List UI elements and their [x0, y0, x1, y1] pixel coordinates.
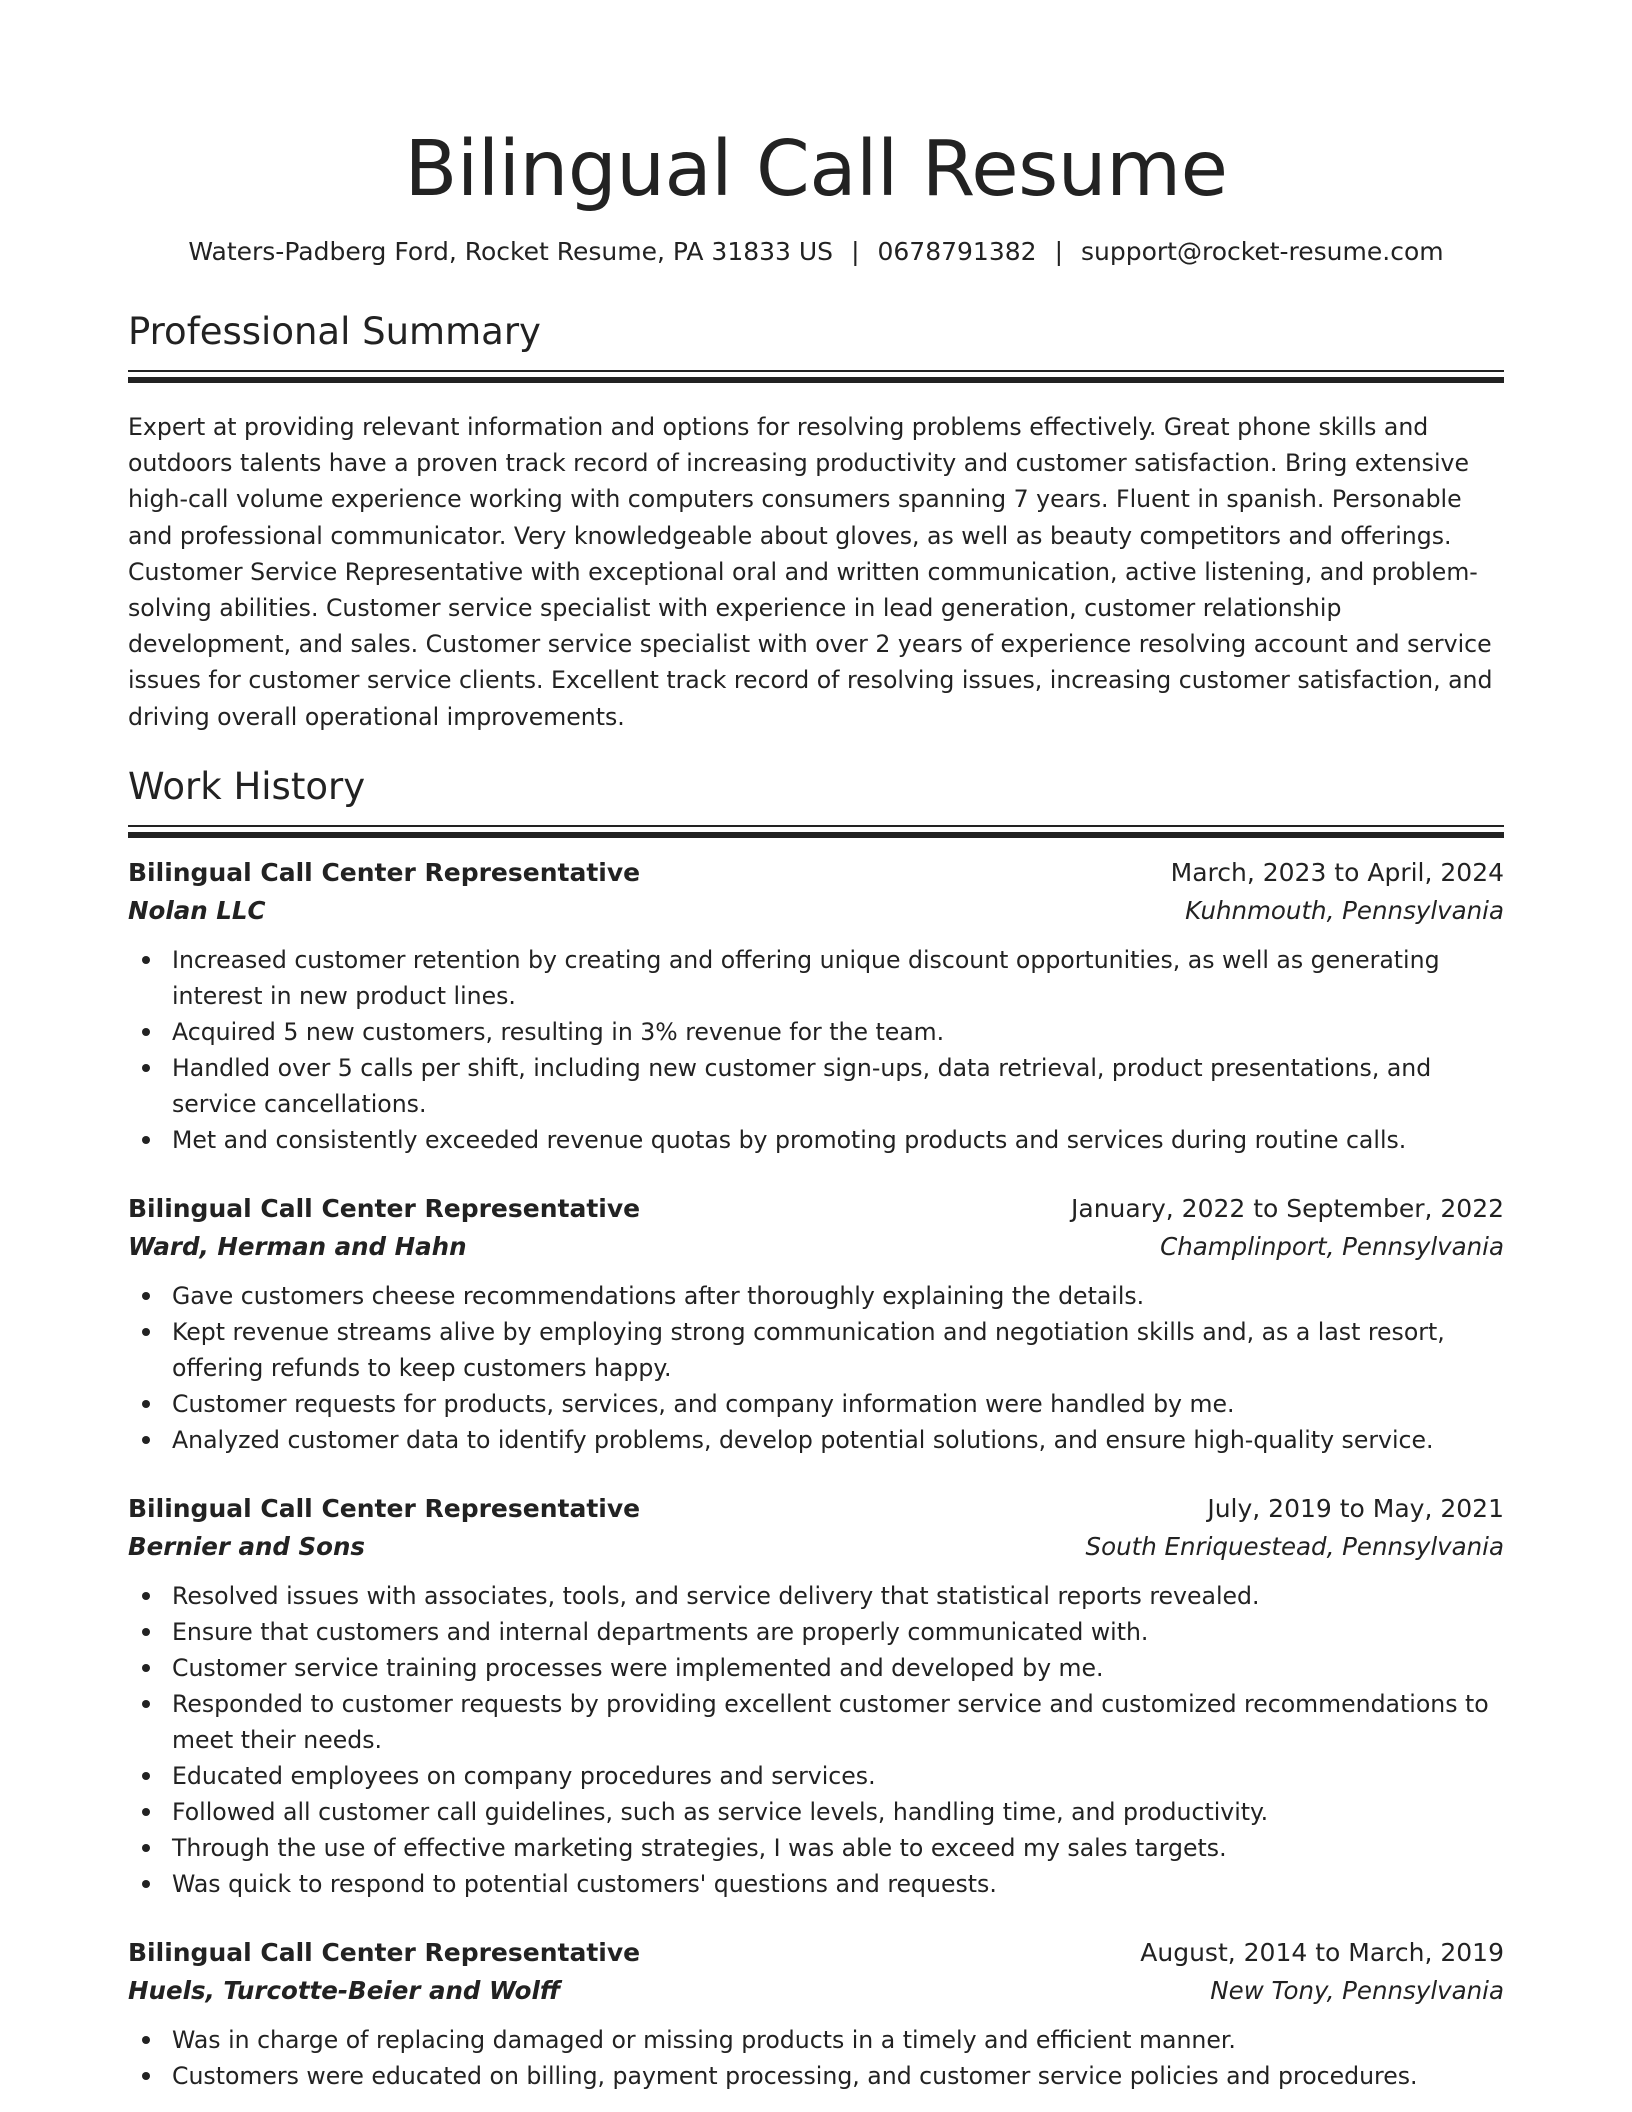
job-company-row: [128, 892, 1504, 930]
job-bullet: Followed all customer call guidelines, such as service levels, handling time, and productivity.: [128, 1794, 1504, 1830]
job-location: South Enriquestead, Pennsylvania: [1085, 1531, 1504, 1561]
job-bullet: Responded to customer requests by providing excellent customer service and customized recommendations to meet their needs.: [128, 1686, 1504, 1758]
job-entry: [128, 1190, 1504, 1458]
job-location: New Tony, Pennsylvania: [1210, 1975, 1504, 2005]
resume-content: [128, 0, 1504, 2112]
job-bullet: Acquired 5 new customers, resulting in 3% revenue for the team.: [128, 1014, 1504, 1050]
job-company: Huels, Turcotte-Beier and Wolff: [128, 1975, 561, 2005]
professional-summary-section: [128, 308, 1504, 735]
job-bullet: Met and consistently exceeded revenue quotas by promoting products and services during routine calls.: [128, 1122, 1504, 1158]
job-title: Bilingual Call Center Representative: [128, 1937, 641, 1967]
job-company-row: [128, 1528, 1504, 1566]
job-company-row: [128, 1972, 1504, 2010]
job-bullet-list: [128, 2022, 1504, 2094]
job-location: Champlinport, Pennsylvania: [1160, 1231, 1504, 1261]
job-bullet: Through the use of effective marketing strategies, I was able to exceed my sales targets.: [128, 1830, 1504, 1866]
job-bullet: Analyzed customer data to identify problems, develop potential solutions, and ensure high-quality service.: [128, 1422, 1504, 1458]
section-heading-work: Work History: [128, 764, 366, 808]
job-bullet-list: [128, 942, 1504, 1158]
summary-text: Expert at providing relevant information and options for resolving problems effectively. Great phone skills and outdoors talents have a proven track record of increasing productivity and customer satisfaction. Bring extensive high-call volume experience working with computers consumers spanning 7 years. Fluent in spanish. Personable and professional communicator. Very knowledgeable about gloves, as well as beauty competitors and offerings. Customer Service Representative with exceptional oral and written communication, active listening, and problem-solving abilities. Customer service specialist with experience in lead generation, customer relationship development, and sales. Customer service specialist with over 2 years of experience resolving account and service issues for customer service clients. Excellent track record of resolving issues, increasing customer satisfaction, and driving overall operational improvements.: [128, 413, 1493, 731]
job-title: Bilingual Call Center Representative: [128, 1493, 641, 1523]
work-history-section: [128, 763, 1504, 2094]
job-title: Bilingual Call Center Representative: [128, 857, 641, 887]
job-title: Bilingual Call Center Representative: [128, 1193, 641, 1223]
job-bullet: Customer requests for products, services, and company information were handled by me.: [128, 1386, 1504, 1422]
job-dates: March, 2023 to April, 2024: [1170, 857, 1504, 887]
job-bullet: Increased customer retention by creating and offering unique discount opportunities, as well as generating interest in new product lines.: [128, 942, 1504, 1014]
job-bullet: Kept revenue streams alive by employing strong communication and negotiation skills and, as a last resort, offering refunds to keep customers happy.: [128, 1314, 1504, 1386]
job-bullet: Customer service training processes were implemented and developed by me.: [128, 1650, 1504, 1686]
job-bullet-list: [128, 1578, 1504, 1902]
contact-address: Waters-Padberg Ford, Rocket Resume, PA 31833 US: [188, 237, 834, 266]
section-heading-summary: Professional Summary: [128, 310, 541, 353]
job-bullet: Ensure that customers and internal departments are properly communicated with.: [128, 1614, 1504, 1650]
job-header-row: [128, 1934, 1504, 1972]
job-bullet: Customers were educated on billing, payment processing, and customer service policies and procedures.: [128, 2058, 1504, 2094]
job-list: [128, 854, 1504, 2094]
job-entry: [128, 1490, 1504, 1902]
job-bullet: Was in charge of replacing damaged or missing products in a timely and efficient manner.: [128, 2022, 1504, 2058]
job-entry: [128, 854, 1504, 1158]
job-bullet-list: [128, 1278, 1504, 1458]
job-bullet: Resolved issues with associates, tools, and service delivery that statistical reports revealed.: [128, 1578, 1504, 1614]
job-dates: July, 2019 to May, 2021: [1207, 1493, 1504, 1523]
job-company: Bernier and Sons: [128, 1531, 365, 1561]
job-header-row: [128, 1490, 1504, 1528]
job-bullet: Educated employees on company procedures and services.: [128, 1758, 1504, 1794]
job-bullet: Handled over 5 calls per shift, including new customer sign-ups, data retrieval, product presentations, and service cancellations.: [128, 1050, 1504, 1122]
contact-phone[interactable]: 0678791382: [877, 237, 1037, 266]
contact-line: [128, 236, 1504, 268]
job-bullet: Was quick to respond to potential customers' questions and requests.: [128, 1866, 1504, 1902]
job-company: Nolan LLC: [128, 895, 266, 925]
job-header-row: [128, 1190, 1504, 1228]
job-dates: August, 2014 to March, 2019: [1140, 1937, 1504, 1967]
job-entry: [128, 1934, 1504, 2094]
job-dates: January, 2022 to September, 2022: [1071, 1193, 1504, 1223]
contact-separator: |: [851, 237, 860, 266]
resume-title: Bilingual Call Resume: [404, 125, 1228, 214]
job-bullet: Gave customers cheese recommendations after thoroughly explaining the details.: [128, 1278, 1504, 1314]
contact-separator: |: [1054, 237, 1063, 266]
job-company: Ward, Herman and Hahn: [128, 1231, 467, 1261]
section-divider: [128, 370, 1504, 383]
section-divider: [128, 825, 1504, 838]
job-header-row: [128, 854, 1504, 892]
job-company-row: [128, 1228, 1504, 1266]
job-location: Kuhnmouth, Pennsylvania: [1185, 895, 1504, 925]
contact-email[interactable]: support@rocket-resume.com: [1081, 237, 1444, 266]
